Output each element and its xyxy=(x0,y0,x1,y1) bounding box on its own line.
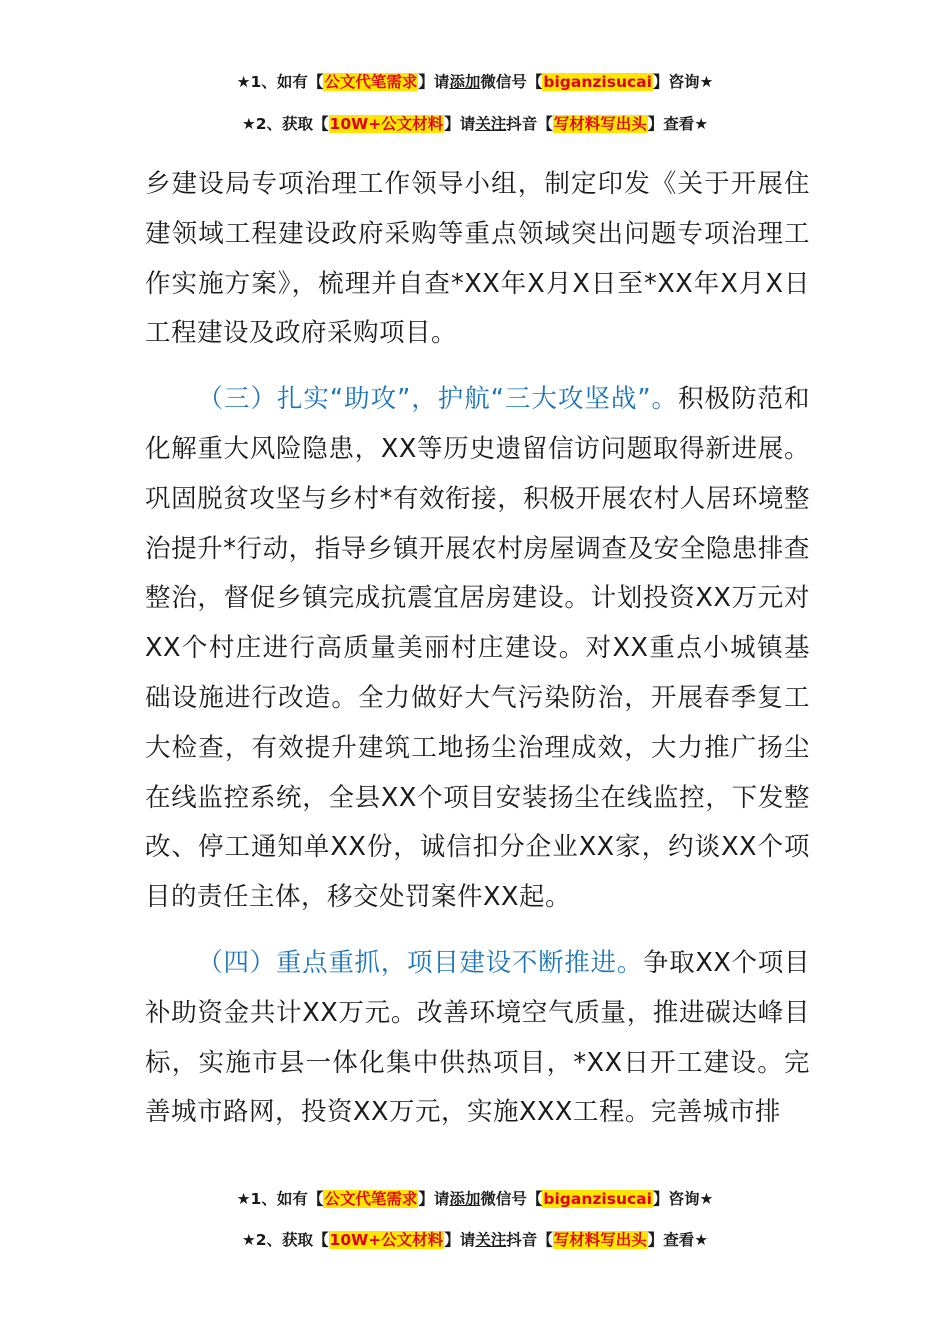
banner-highlight: 10W+公文材料 xyxy=(329,115,444,133)
banner-wechat-id: biganzisucai xyxy=(543,73,652,91)
banner-highlight: 10W+公文材料 xyxy=(329,1231,444,1249)
banner-text: 】请 xyxy=(418,1190,450,1208)
banner-highlight: 公文代笔需求 xyxy=(324,1190,418,1208)
section-body-4: 争取XX个项目补助资金共计XX万元。改善环境空气质量，推进碳达峰目标，实施市县一体化集中供热项目，*XX日开工建设。完善城市路网，投资XX万元，实施XXX工程。完善城市排 xyxy=(145,947,810,1128)
banner-text: ★2、获取【 xyxy=(241,115,329,133)
banner-text: 抖音【 xyxy=(506,115,553,133)
banner-text: ★2、获取【 xyxy=(241,1231,329,1249)
banner-underlined: 添加 xyxy=(449,73,481,91)
paragraph-continuation: 乡建设局专项治理工作领导小组，制定印发《关于开展住建领域工程建设政府采购等重点领域突出问题专项治理工作实施方案》，梳理并自查*XX年X月X日至*XX年X月X日工程建设及政府采购项目。 xyxy=(145,169,810,349)
paragraph-section-3 xyxy=(145,375,810,923)
banner-text: ★1、如有【 xyxy=(236,1190,324,1208)
banner-text: ★1、如有【 xyxy=(236,73,324,91)
section-body-3: 积极防范和化解重大风险隐患，XX等历史遗留信访问题取得新进展。巩固脱贫攻坚与乡村*有效衔接，积极开展农村人居环境整治提升*行动，指导乡镇开展农村房屋调查及安全隐患排查整治，督促乡镇完成抗震宜居房建设。计划投资XX万元对XX个村庄进行高质量美丽村庄建设。对XX重点小城镇基础设施进行改造。全力做好大气污染防治，开展春季复工大检查，有效提升建筑工地扬尘治理成效，大力推广扬尘在线监控系统，全县XX个项目安装扬尘在线监控，下发整改、停工通知单XX份，诚信扣分企业XX家，约谈XX个项目的责任主体，移交处罚案件XX起。 xyxy=(145,384,810,913)
section-heading-4: （四）重点重抓，项目建设不断推进。 xyxy=(197,947,643,978)
banner-douyin-id: 写材料写出头 xyxy=(553,115,647,133)
banner-text: 微信号【 xyxy=(480,73,543,91)
banner-underlined: 添加 xyxy=(449,1190,481,1208)
banner-text: 】咨询★ xyxy=(652,1190,714,1208)
banner-underlined: 关注 xyxy=(475,115,507,133)
banner-highlight: 公文代笔需求 xyxy=(324,73,418,91)
section-heading-3: （三）扎实“助攻”，护航“三大攻坚战”。 xyxy=(197,384,679,415)
promo-banner-bottom-line2 xyxy=(0,1228,950,1250)
banner-text: 】请 xyxy=(444,1231,476,1249)
promo-banner-top-line2 xyxy=(0,112,950,134)
promo-banner-bottom-line1 xyxy=(0,1187,950,1209)
banner-text: 】咨询★ xyxy=(652,73,714,91)
banner-douyin-id: 写材料写出头 xyxy=(553,1231,647,1249)
promo-banner-top-line1 xyxy=(0,70,950,92)
banner-wechat-id: biganzisucai xyxy=(543,1190,652,1208)
banner-text: 微信号【 xyxy=(480,1190,543,1208)
banner-text: 】请 xyxy=(418,73,450,91)
document-body xyxy=(145,160,810,1138)
banner-text: 】查看★ xyxy=(647,115,709,133)
banner-underlined: 关注 xyxy=(475,1231,507,1249)
banner-text: 抖音【 xyxy=(506,1231,553,1249)
paragraph-section-4 xyxy=(145,939,810,1138)
banner-text: 】查看★ xyxy=(647,1231,709,1249)
banner-text: 】请 xyxy=(444,115,476,133)
